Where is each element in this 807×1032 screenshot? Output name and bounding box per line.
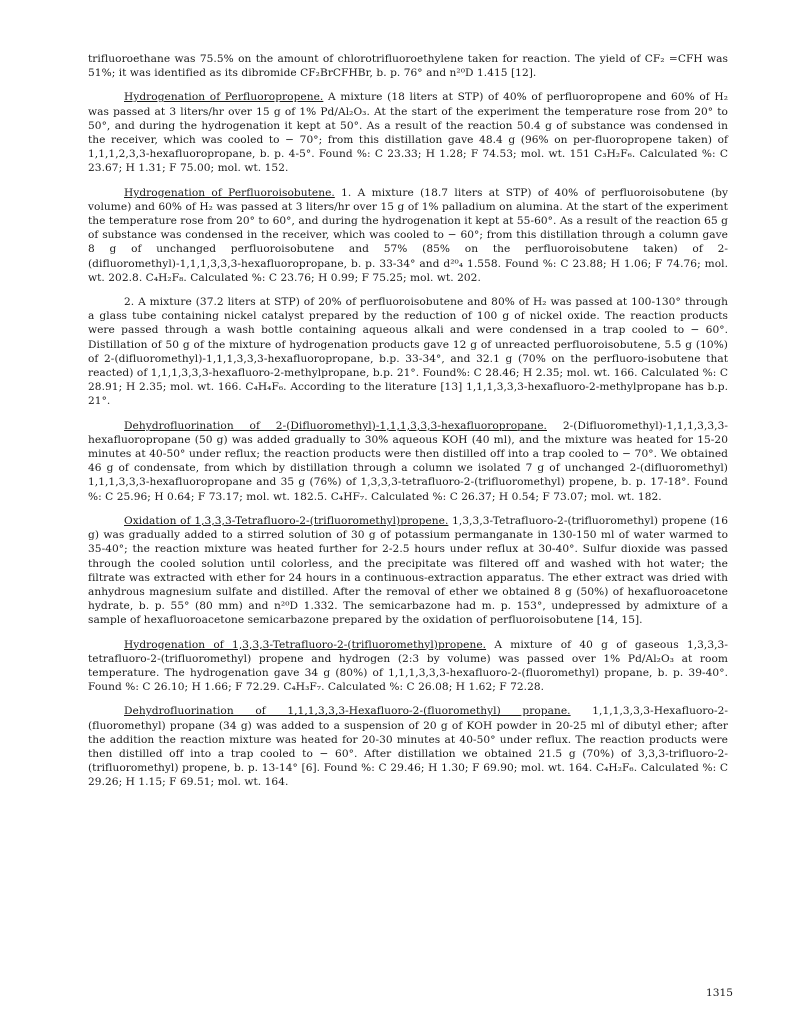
paragraph-text: 2. A mixture (37.2 liters at STP) of 20% of perfluoroisobutene and 80% of H₂ was passed at 100-130° through a glass tube containing nickel catalyst prepared by the reduction of 100 g of nickel oxide. The reaction products were passed through a wash bottle containing aqueous alkali and were condensed in a trap cooled to − 60°. Distillation of 50 g of the mixture of hydrogenation products gave 12 g of unreacted perfluoroisobutene, 5.5 g (10%) of 2-(difluoromethyl)-1,1,1,3,3,3-hexafluoropropane, b.p. 33-34°, and 32.1 g (70% on the perfluoro-isobutene that reacted) of 1,1,1,3,3,3-hexafluoro-2-methylpropane, b.p. 21°. Found%: C 28.46; H 2.35; mol. wt. 166. Calculated %: C 28.91; H 2.35; mol. wt. 166. C₄H₄F₆. According to the literature [13] 1,1,1,3,3,3-hexafluoro-2-methylpropane has b.p. 21°. (88, 296, 728, 408)
paragraph-text: 2-(Difluoromethyl)-1,1,1,3,3,3-hexafluoropropane (50 g) was added gradually to 30% aqueous KOH (40 ml), and the mixture was heated for 15-20 minutes at 40-50° under reflux; the reaction products were then distilled off into a trap cooled to − 70°. We obtained 46 g of condensate, from which by distillation through a column we isolated 7 g of unchanged 2-(difluoromethyl) 1,1,1,3,3,3-hexafluoropropane and 35 g (76%) of 1,3,3,3-tetrafluoro-2-(trifluoromethyl) propene, b. p. 17-18°. Found %: C 25.96; H 0.64; F 73.17; mol. wt. 182.5. C₄HF₇. Calculated %: C 26.37; H 0.54; F 73.07; mol. wt. 182. (88, 419, 728, 503)
page-number: 1315 (706, 987, 733, 999)
paragraph-text: 1. A mixture (18.7 liters at STP) of 40% of perfluoroisobutene (by volume) and 60% of H₂ was passed at 3 liters/hr over 15 g of 1% palladium on alumina. At the start of the experiment the temperature rose from 20° to 60°, and during the hydrogenation it kept at 55-60°. As a result of the reaction 65 g of substance was condensed in the receiver, which was cooled to − 60°; from this distillation through a column gave 8 g of unchanged perfluoroisobutene and 57% (85% on the perfluoroisobutene taken) of 2-(difluoromethyl)-1,1,1,3,3,3-hexafluoropropane, b. p. 33-34° and d²⁰₄ 1.558. Found %: C 23.88; H 1.06; F 74.76; mol. wt. 202.8. C₄H₂F₈. Calculated %: C 23.76; H 0.99; F 75.25; mol. wt. 202. (88, 186, 729, 284)
section-heading: Hydrogenation of 1,3,3,3-Tetrafluoro-2-(trifluoromethyl)propene. (124, 638, 487, 651)
paragraph-hydrogenation-perfluoroisobutene-2 (88, 295, 728, 409)
document-body (88, 52, 728, 800)
paragraph-text: A mixture (18 liters at STP) of 40% of perfluoropropene and 60% of H₂ was passed at 3 liters/hr over 15 g of 1% Pd/Al₂O₃. At the start of the experiment the temperature rose from 20° to 50°, and during the hydrogenation it kept at 50°. As a result of the reaction 50.4 g of substance was condensed in the receiver, which was cooled to − 70°; from this distillation gave 48.4 g (96% on per-fluoropropene taken) of 1,1,1,2,3,3-hexafluoropropane, b. p. 4-5°. Found %: C 23.33; H 1.28; F 74.53; mol. wt. 151 C₃H₂F₆. Calculated %: C 23.67; H 1.31; F 75.00; mol. wt. 152. (88, 91, 728, 175)
paragraph-text: trifluoroethane was 75.5% on the amount of chlorotrifluoroethylene taken for reaction. The yield of CF₂ =CFH was 51%; it was identified as its dibromide CF₂BrCFHBr, b. p. 76° and n²⁰D 1.415 [12]. (88, 53, 728, 80)
section-heading: Hydrogenation of Perfluoropropene. (124, 91, 324, 104)
paragraph-hydrogenation-tetrafluoro (88, 638, 728, 695)
paragraph-dehydrofluorination-difluoromethyl (88, 419, 728, 504)
paragraph-text: A mixture of 40 g of gaseous 1,3,3,3-tetrafluoro-2-(trifluoromethyl) propene and hydrogen (2:3 by volume) was passed over 1% Pd/Al₂O₃ at room temperature. The hydrogenation gave 34 g (80%) of 1,1,1,3,3,3-hexafluoro-2-(fluoromethyl) propane, b. p. 39-40°. Found %: C 26.10; H 1.66; F 72.29. C₄H₃F₇. Calculated %: C 26.08; H 1.62; F 72.28. (88, 638, 728, 694)
section-heading: Dehydrofluorination of 2-(Difluoromethyl)-1,1,1,3,3,3-hexafluoropropane. (124, 419, 547, 432)
paragraph-hydrogenation-perfluoropropene (88, 90, 728, 175)
paragraph-text: 1,1,1,3,3,3-Hexafluoro-2-(fluoromethyl) propane (34 g) was added to a suspension of 20 g of KOH powder in 20-25 ml of dibutyl ether; after the addition the reaction mixture was heated for 20-30 minutes at 40-50° under reflux. The reaction products were then distilled off into a trap cooled to − 60°. After distillation we obtained 21.5 g (70%) of 3,3,3-trifluoro-2-(trifluoromethyl) propene, b. p. 13-14° [6]. Found %: C 29.46; H 1.30; F 69.90; mol. wt. 164. C₄H₂F₆. Calculated %: C 29.26; H 1.15; F 69.51; mol. wt. 164. (88, 705, 728, 789)
paragraph-intro (88, 52, 728, 80)
section-heading: Oxidation of 1,3,3,3-Tetrafluoro-2-(trifluoromethyl)propene. (124, 514, 449, 527)
paragraph-oxidation-tetrafluoro (88, 514, 728, 628)
section-heading: Hydrogenation of Perfluoroisobutene. (124, 186, 335, 199)
paragraph-dehydrofluorination-hexafluoro (88, 704, 728, 789)
section-heading: Dehydrofluorination of 1,1,1,3,3,3-Hexafluoro-2-(fluoromethyl) propane. (124, 705, 571, 718)
paragraph-text: 1,3,3,3-Tetrafluoro-2-(trifluoromethyl) propene (16 g) was gradually added to a stirred solution of 30 g of potassium permanganate in 130-150 ml of water warmed to 35-40°; the reaction mixture was heated further for 2-2.5 hours under reflux at 30-40°. Sulfur dioxide was passed through the cooled solution until colorless, and the precipitate was filtered off and washed with hot water; the filtrate was extracted with ether for 24 hours in a continuous-extraction apparatus. The ether extract was dried with anhydrous magnesium sulfate and distilled. After the removal of ether we obtained 8 g (50%) of hexafluoroacetone hydrate, b. p. 55° (80 mm) and n²⁰D 1.332. The semicarbazone had m. p. 153°, undepressed by admixture of a sample of hexafluoroacetone semicarbazone prepared by the oxidation of perfluoroisobutene [14, 15]. (88, 514, 728, 627)
paragraph-hydrogenation-perfluoroisobutene-1 (88, 186, 728, 285)
